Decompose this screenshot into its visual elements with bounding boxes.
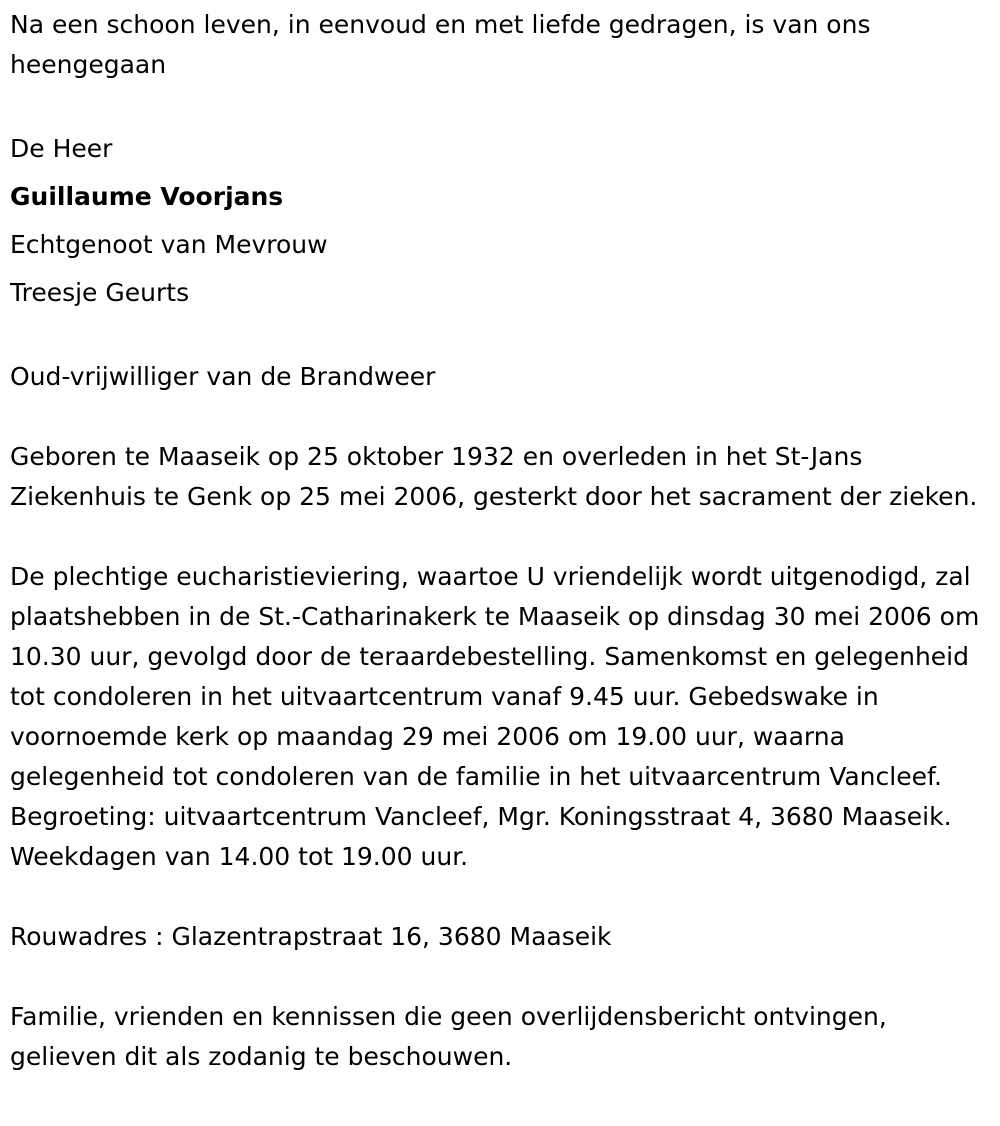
birth-death-text: Geboren te Maaseik op 25 oktober 1932 en overleden in het St-Jans Ziekenhuis te Genk op 25 mei 2006, gesterkt door het sacrament der zieken. (10, 442, 978, 511)
deceased-name: Guillaume Voorjans (10, 182, 284, 211)
intro-text: Na een schoon leven, in eenvoud en met liefde gedragen, is van ons heengegaan (10, 10, 871, 79)
spouse-line-1: Echtgenoot van Mevrouw (10, 230, 328, 259)
ceremony-text: De plechtige eucharistieviering, waartoe U vriendelijk wordt uitgenodigd, zal plaatshebben in de St.-Catharinakerk te Maaseik op dinsdag 30 mei 2006 om 10.30 uur, gevolgd door de teraardebestelling. Samenkomst en gelegenheid tot condoleren in het uitvaartcentrum vanaf 9.45 uur. Gebedswake in voornoemde kerk op maandag 29 mei 2006 om 19.00 uur, waarna gelegenheid tot condoleren van de familie in het uitvaarcentrum Vancleef. Begroeting: uitvaartcentrum Vancleef, Mgr. Koningsstraat 4, 3680 Maaseik. Weekdagen van 14.00 tot 19.00 uur. (10, 562, 980, 871)
role-text: Oud-vrijwilliger van de Brandweer (10, 362, 436, 391)
spacer (10, 957, 995, 997)
spacer (10, 877, 995, 917)
honorific: De Heer (10, 134, 113, 163)
spacer (10, 317, 995, 357)
closing-text: Familie, vrienden en kennissen die geen overlijdensbericht ontvingen, gelieven dit als zodanig te beschouwen. (10, 1002, 887, 1071)
mourning-address: Rouwadres : Glazentrapstraat 16, 3680 Maaseik (10, 922, 612, 951)
spacer (10, 397, 995, 437)
spacer (10, 517, 995, 557)
spacer (10, 85, 995, 125)
spouse-line-2: Treesje Geurts (10, 278, 190, 307)
